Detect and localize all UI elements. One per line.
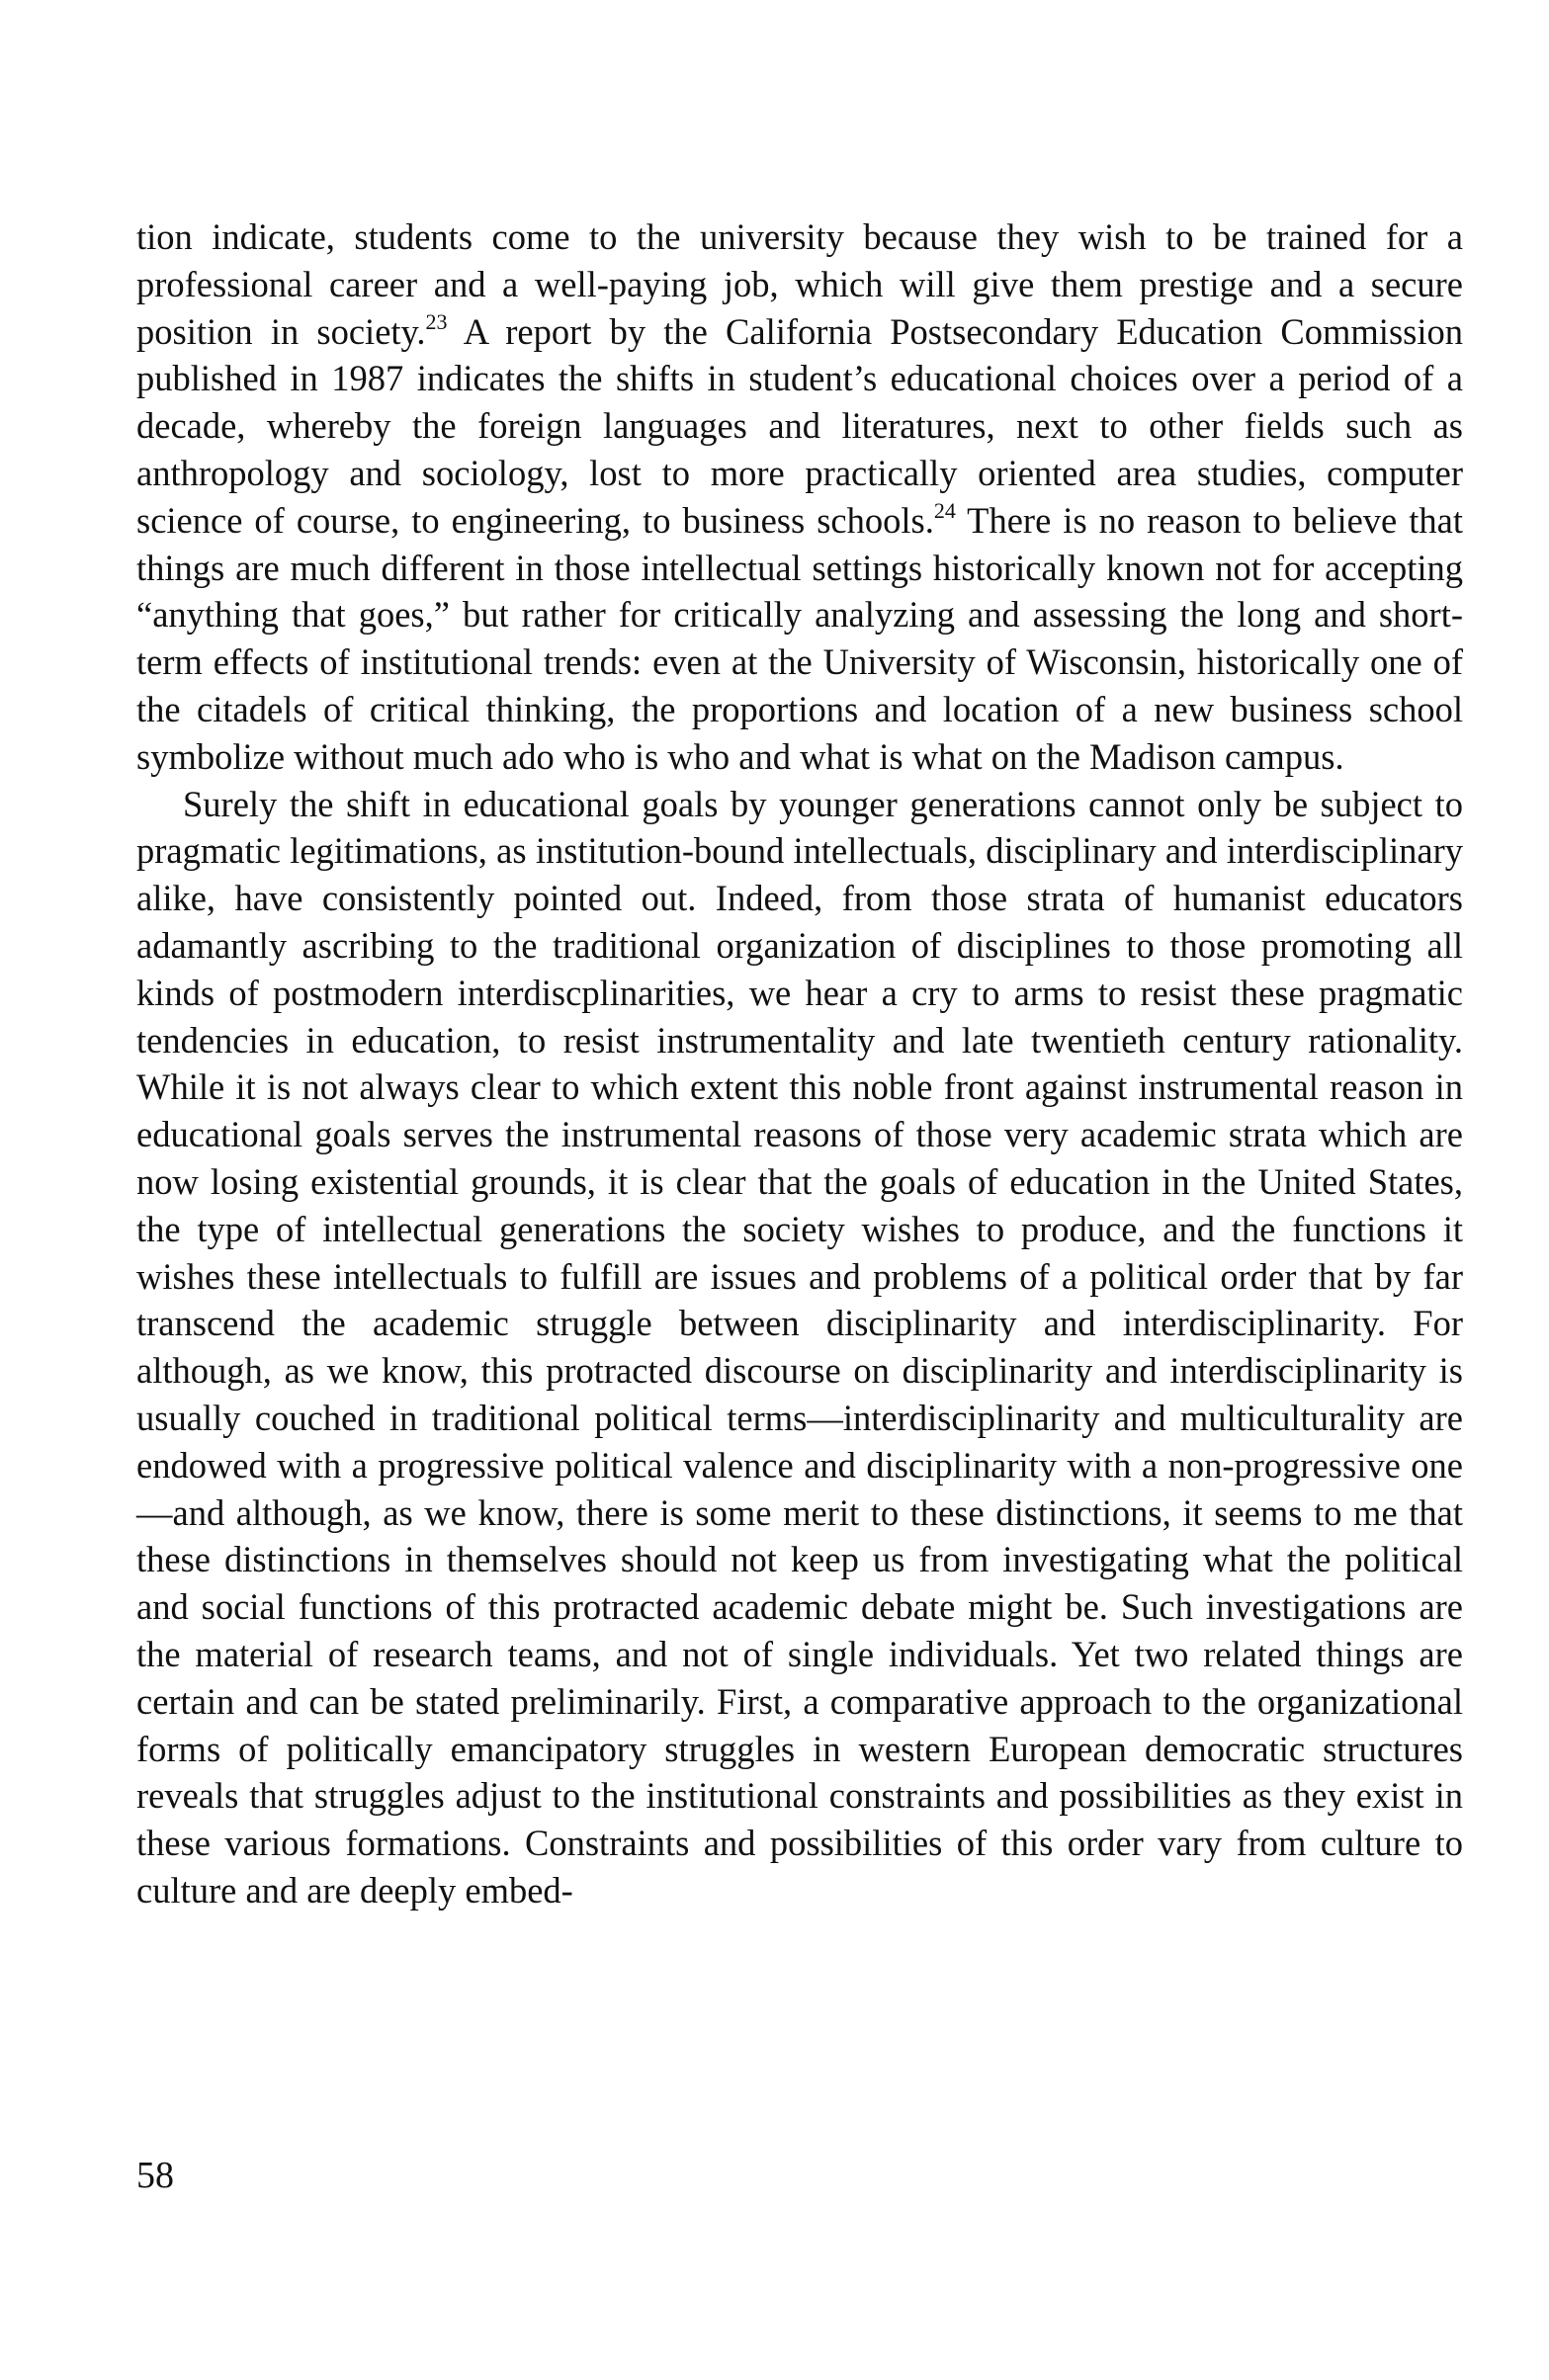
paragraph-1-segment-3: There is no reason to believe that things are much different in those intellectual settings historically known not for accepting “anything that goes,” but rather for critically analyzing and assessing the long and short-term effects of institutional trends: even at the University of Wisconsin, historically one of the citadels of critical thinking, the proportions and location of a new business school symbolize without much ado who is who and what is what on the Madison campus.	[136, 499, 1463, 777]
paragraph-1-segment-1: tion indicate, students come to the university because they wish to be trained for a professional career and a well-paying job, which will give them prestige and a secure position in society.	[136, 216, 1463, 352]
page-number: 58	[136, 2155, 174, 2196]
footnote-marker-23: 23	[425, 308, 448, 334]
paragraph-1-segment-2: A report by the California Postsecondary Education Commission published in 1987 indicates the shifts in student’s educational choices over a period of a decade, whereby the foreign languages and literatures, next to other fields such as anthropology and sociology, lost to more practically oriented area studies, computer science of course, to engineering, to business schools.	[136, 310, 1463, 541]
paragraph-2: Surely the shift in educational goals by younger generations cannot only be subject to pragmatic legitimations, as institution-bound intellectuals, disciplinary and interdisciplinary alike, have consistently pointed out. Indeed, from those strata of humanist educators adamantly ascribing to the traditional organization of disciplines to those promoting all kinds of postmodern interdiscplinarities, we hear a cry to arms to resist these pragmatic tendencies in education, to resist instrumentality and late twentieth century rationality. While it is not always clear to which extent this noble front against instrumental reason in educational goals serves the instrumental reasons of those very academic strata which are now losing existential grounds, it is clear that the goals of education in the United States, the type of intellectual generations the society wishes to produce, and the functions it wishes these intellectuals to fulfill are issues and problems of a political order that by far transcend the academic struggle between disciplinarity and interdisciplinarity. For although, as we know, this protracted discourse on disciplinarity and interdisciplinarity is usually couched in traditional political terms—interdisciplinarity and multiculturality are endowed with a progressive political valence and disciplinarity with a non-progressive one—and although, as we know, there is some merit to these distinctions, it seems to me that these distinctions in themselves should not keep us from investigating what the political and social functions of this protracted academic debate might be. Such investigations are the material of research teams, and not of single individuals. Yet two related things are certain and can be stated preliminarily. First, a comparative approach to the organizational forms of politically emancipatory struggles in western European democratic structures reveals that struggles adjust to the institutional constraints and possibilities as they exist in these various formations. Constraints and possibilities of this order vary from culture to culture and are deeply embed-	[136, 783, 1463, 1911]
paragraph-1	[136, 213, 1463, 781]
footnote-marker-24: 24	[933, 497, 956, 523]
body-text	[136, 213, 1463, 1914]
